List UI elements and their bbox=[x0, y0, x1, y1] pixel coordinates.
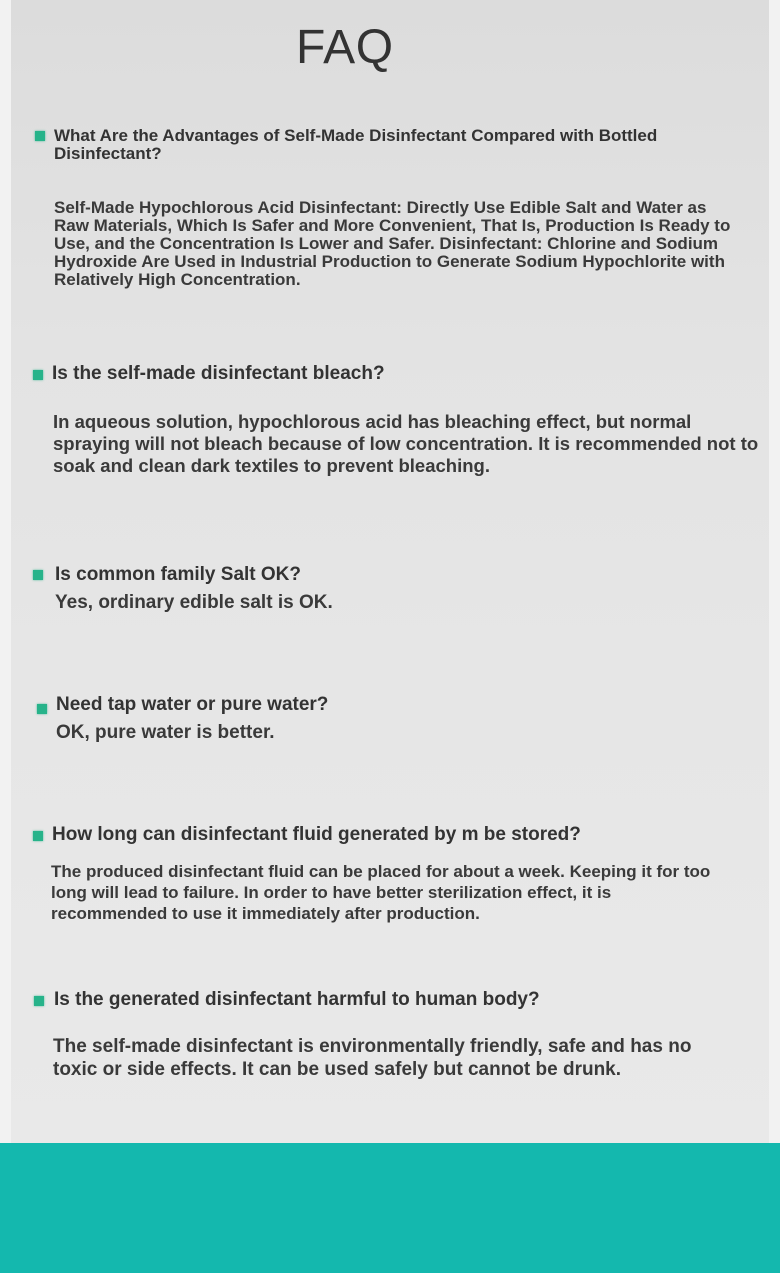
faq-question-3: Is common family Salt OK? bbox=[55, 564, 301, 585]
faq-question-2: Is the self-made disinfectant bleach? bbox=[52, 363, 385, 384]
faq-question-1: What Are the Advantages of Self-Made Disinfectant Compared with Bottled Disinfectant? bbox=[54, 126, 658, 163]
faq-question-4: Need tap water or pure water? bbox=[56, 694, 329, 715]
faq-bullet-icon bbox=[37, 704, 47, 714]
faq-bullet-icon bbox=[33, 831, 43, 841]
faq-answer-5: The produced disinfectant fluid can be placed for about a week. Keeping it for too long will lead to failure. In order to have better sterilization effect, it is recommended to use it immediately after production. bbox=[51, 862, 711, 923]
faq-question-6: Is the generated disinfectant harmful to human body? bbox=[54, 989, 540, 1010]
faq-answer-6: The self-made disinfectant is environmentally friendly, safe and has no toxic or side effects. It can be used safely but cannot be drunk. bbox=[53, 1036, 692, 1080]
faq-answer-2: In aqueous solution, hypochlorous acid has bleaching effect, but normal spraying will not bleach because of low concentration. It is recommended not to soak and clean dark textiles to prevent bleaching. bbox=[53, 411, 759, 476]
footer-band bbox=[0, 1143, 780, 1273]
faq-question-5: How long can disinfectant fluid generated by m be stored? bbox=[52, 824, 581, 845]
faq-bullet-icon bbox=[35, 131, 45, 141]
faq-bullet-icon bbox=[33, 370, 43, 380]
faq-bullet-icon bbox=[34, 996, 44, 1006]
faq-bullet-icon bbox=[33, 570, 43, 580]
faq-answer-1: Self-Made Hypochlorous Acid Disinfectant: Directly Use Edible Salt and Water as Raw Materials, Which Is Safer and More Convenient, That Is, Production Is Ready to Use, and the Concentration Is Lower and Safer. Disinfectant: Chlorine and Sodium Hydroxide Are Used in Industrial Production to Generate Sodium Hypochlorite with Relatively High Concentration. bbox=[54, 198, 731, 289]
faq-answer-4: OK, pure water is better. bbox=[56, 722, 275, 743]
faq-answer-3: Yes, ordinary edible salt is OK. bbox=[55, 592, 333, 613]
page-title: FAQ bbox=[296, 21, 394, 74]
